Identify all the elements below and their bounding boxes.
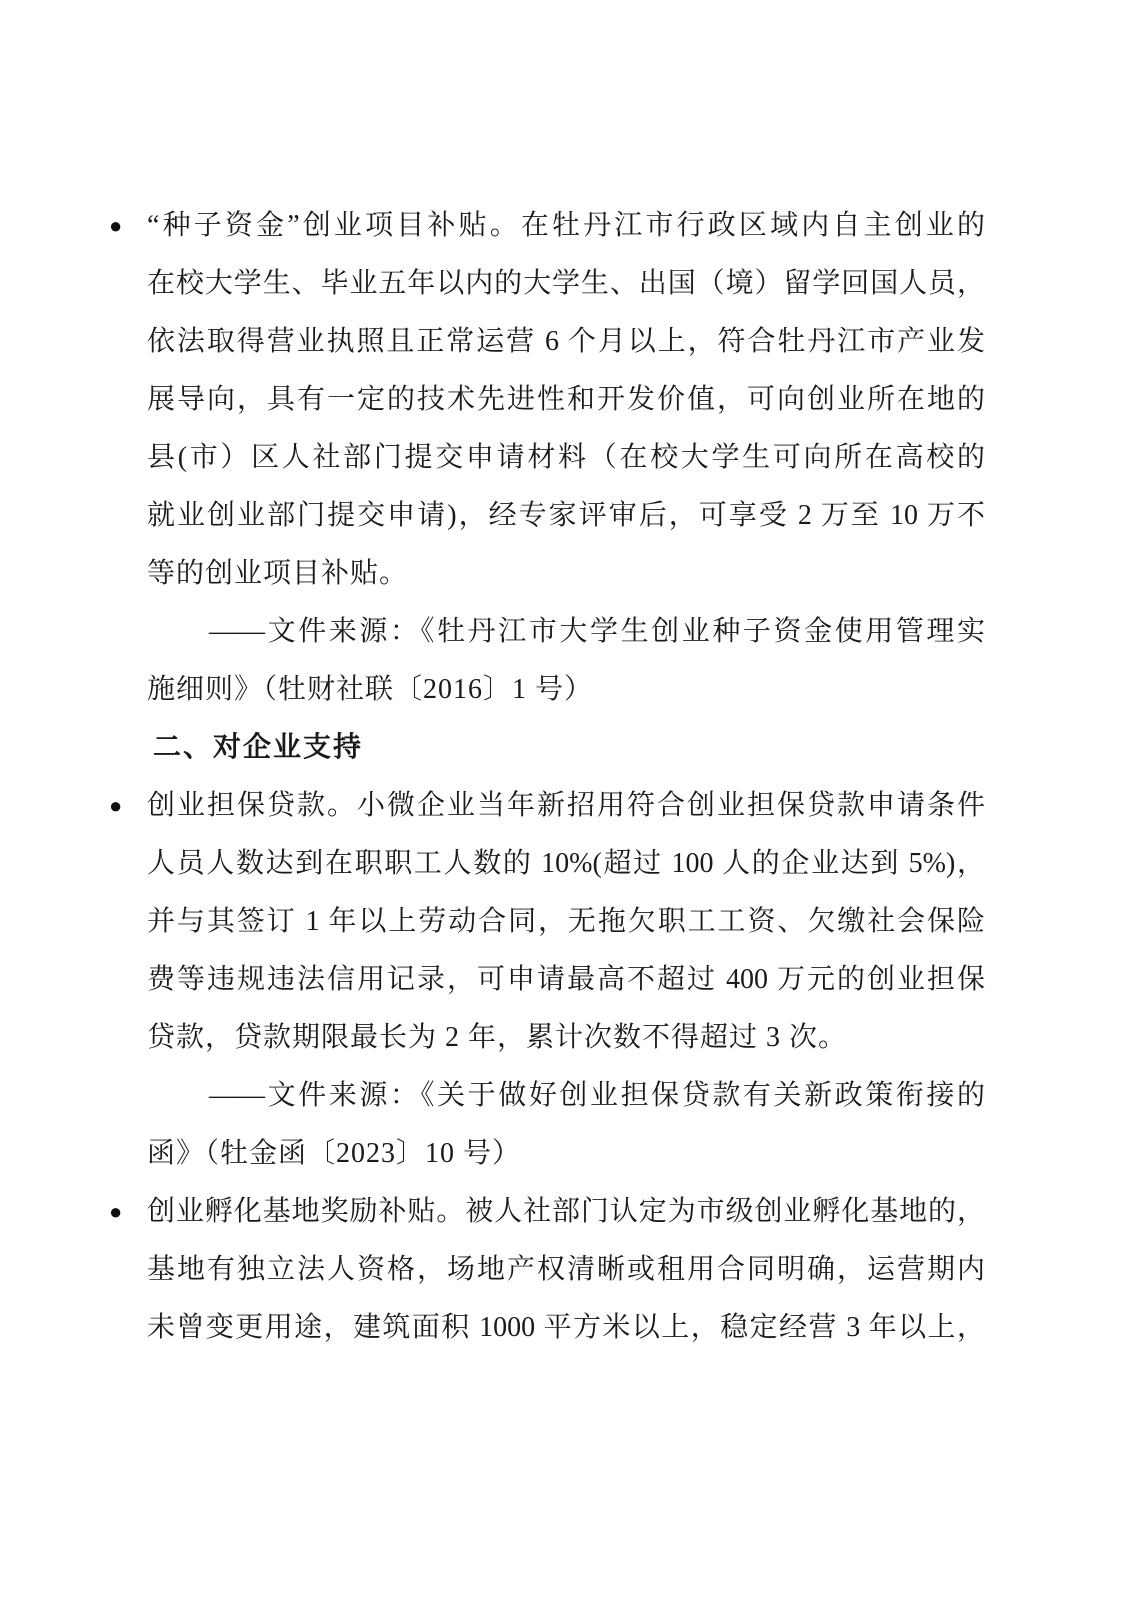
text-line: 人员人数达到在职职工人数的 10%(超过 100 人的企业达到 5%)，: [147, 848, 985, 879]
text-line: 等的创业项目补贴。: [147, 558, 409, 589]
text-line: 基地有独立法人资格，场地产权清晰或租用合同明确，运营期内: [147, 1254, 985, 1285]
text-line: 费等违规违法信用记录，可申请最高不超过 400 万元的创业担保: [147, 964, 985, 995]
source-citation-paragraph: [147, 1067, 985, 1183]
text-line: ——文件来源：《牡丹江市大学生创业种子资金使用管理实: [209, 616, 985, 647]
document-content: [109, 197, 985, 1357]
bullet-paragraph: [109, 1183, 985, 1357]
text-line: 函》（牡金函〔2023〕10 号）: [147, 1138, 522, 1169]
text-line: 依法取得营业执照且正常运营 6 个月以上，符合牡丹江市产业发: [147, 326, 985, 357]
text-line: 就业创业部门提交申请)，经专家评审后，可享受 2 万至 10 万不: [147, 500, 985, 531]
bullet-icon: ●: [109, 793, 123, 818]
text-line: 县(市）区人社部门提交申请材料（在校大学生可向所在高校的: [147, 442, 985, 473]
text-line: 未曾变更用途，建筑面积 1000 平方米以上，稳定经营 3 年以上，: [147, 1312, 985, 1343]
bullet-paragraph: [109, 777, 985, 1067]
text-line: 创业担保贷款。小微企业当年新招用符合创业担保贷款申请条件: [147, 790, 985, 821]
source-citation-paragraph: [147, 603, 985, 719]
text-line: 并与其签订 1 年以上劳动合同，无拖欠职工工资、欠缴社会保险: [147, 906, 985, 937]
text-line: 施细则》（牡财社联〔2016〕1 号）: [147, 674, 594, 705]
text-line: “种子资金”创业项目补贴。在牡丹江市行政区域内自主创业的: [147, 210, 985, 241]
text-line: 展导向，具有一定的技术先进性和开发价值，可向创业所在地的: [147, 384, 985, 415]
bullet-icon: ●: [109, 213, 123, 238]
text-line: 创业孵化基地奖励补贴。被人社部门认定为市级创业孵化基地的，: [147, 1196, 985, 1227]
text-line: 在校大学生、毕业五年以内的大学生、出国（境）留学回国人员，: [147, 268, 985, 299]
heading-text-line: 二、对企业支持: [153, 732, 364, 763]
section-heading: [147, 719, 985, 777]
text-line: ——文件来源：《关于做好创业担保贷款有关新政策衔接的: [209, 1080, 985, 1111]
text-line: 贷款，贷款期限最长为 2 年，累计次数不得超过 3 次。: [147, 1022, 848, 1053]
bullet-icon: ●: [109, 1199, 123, 1224]
bullet-paragraph: [109, 197, 985, 603]
